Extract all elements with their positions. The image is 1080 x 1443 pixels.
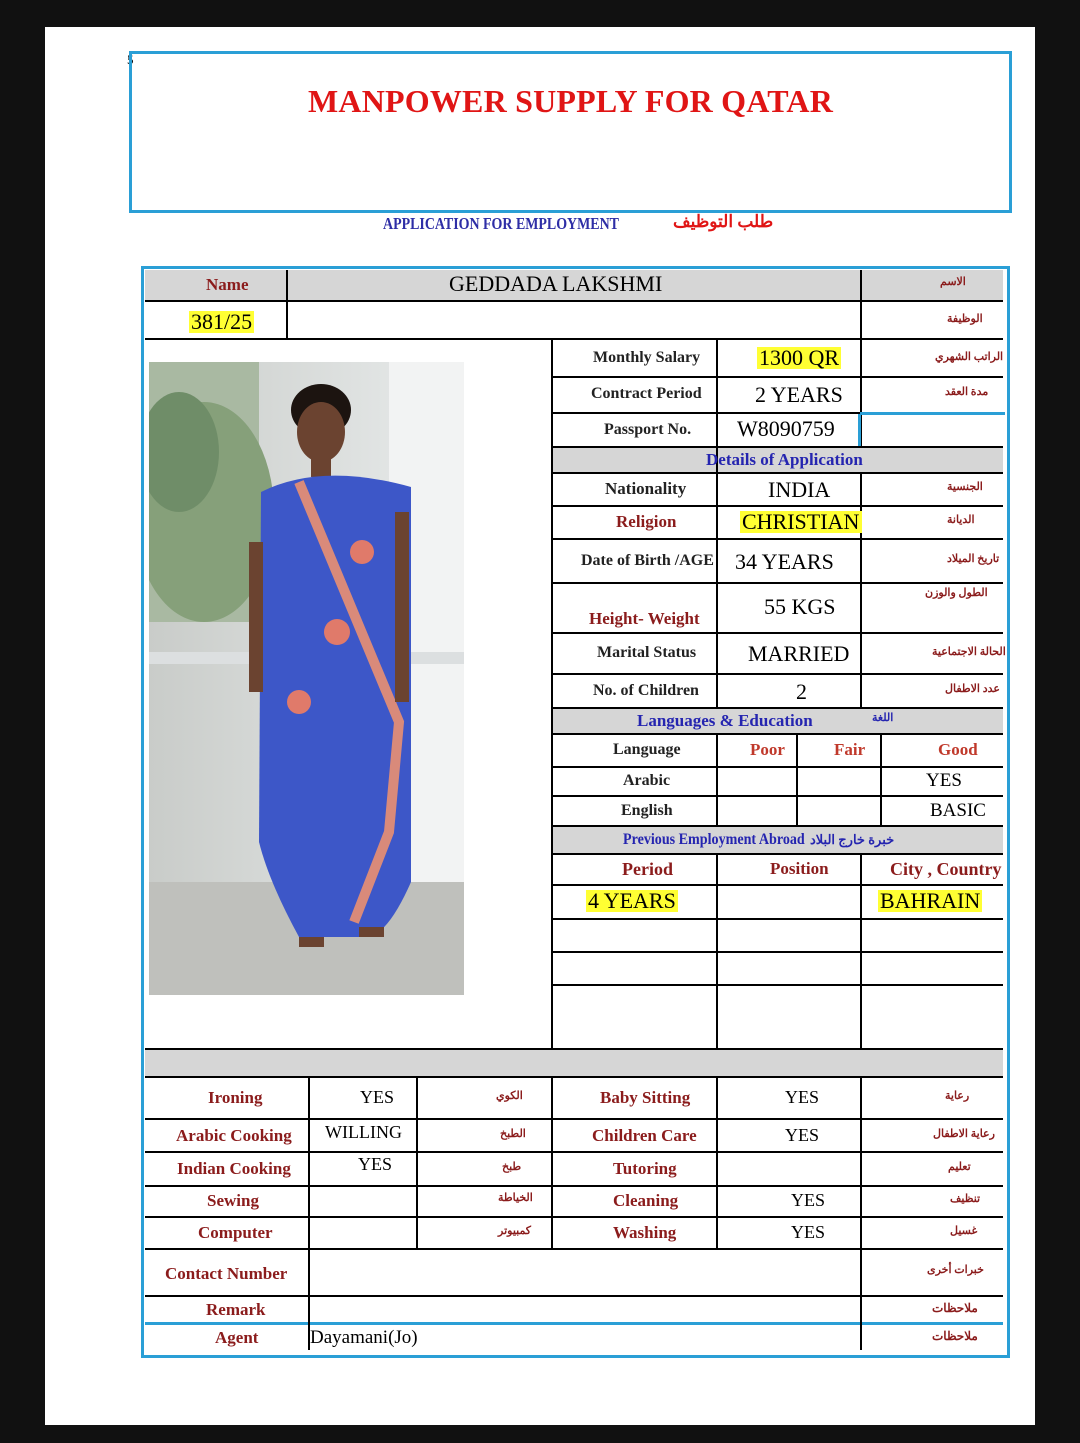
good-header: Good — [938, 740, 978, 759]
divider — [860, 412, 1005, 415]
divider — [553, 918, 1003, 920]
skill-value: YES — [360, 1087, 395, 1107]
arabic-good-value: YES — [926, 770, 962, 791]
marital-status-arabic: الحالة الاجتماعية — [932, 646, 1006, 658]
divider — [553, 951, 1003, 953]
skill-arabic: الطبخ — [500, 1128, 526, 1140]
skill-value: YES — [785, 1125, 820, 1145]
monthly-salary-arabic: الراتب الشهري — [935, 351, 1004, 363]
religion-arabic: الديانة — [947, 514, 975, 526]
divider — [145, 1076, 1003, 1078]
agent-label: Agent — [215, 1328, 259, 1347]
divider — [553, 795, 1003, 797]
divider — [145, 1295, 1003, 1297]
contact-arabic: خبرات أخرى — [927, 1264, 984, 1276]
skill-arabic: رعاية الاطفال — [933, 1128, 995, 1140]
skill-label: Cleaning — [613, 1191, 679, 1210]
applicant-photo — [149, 362, 464, 995]
nationality-value: INDIA — [768, 477, 831, 502]
monthly-salary-label: Monthly Salary — [593, 349, 701, 366]
divider — [145, 1048, 1003, 1050]
remark-arabic: ملاحظات — [932, 1301, 978, 1315]
remark-label: Remark — [206, 1300, 266, 1319]
language-header: Language — [613, 741, 681, 758]
divider — [145, 338, 1003, 340]
employment-section-title: Previous Employment Abroad — [623, 831, 805, 848]
contract-period-value: 2 YEARS — [755, 382, 843, 407]
divider — [145, 1216, 1003, 1218]
religion-value: CHRISTIAN — [740, 511, 862, 533]
divider — [553, 412, 860, 414]
skills-section-shade — [145, 1050, 1003, 1076]
reference-label-arabic: الوظيفة — [947, 313, 983, 325]
divider — [145, 1118, 1003, 1120]
dob-age-label: Date of Birth /AGE — [581, 552, 714, 569]
divider — [860, 1076, 862, 1350]
applicant-name: GEDDADA LAKSHMI — [449, 271, 663, 296]
application-title: APPLICATION FOR EMPLOYMENT — [383, 214, 619, 233]
height-weight-label: Height- Weight — [589, 609, 700, 628]
divider — [553, 538, 1003, 540]
divider — [716, 735, 718, 827]
monthly-salary-value: 1300 QR — [759, 345, 840, 370]
height-weight-value: 55 KGS — [764, 594, 836, 619]
skill-arabic: تنظيف — [950, 1193, 981, 1205]
children-value: 2 — [796, 679, 807, 704]
skill-label: Indian Cooking — [177, 1159, 291, 1178]
divider — [553, 984, 1003, 986]
divider — [553, 505, 1003, 507]
divider — [553, 733, 1003, 735]
divider — [553, 472, 1003, 474]
language-arabic-label: Arabic — [623, 772, 671, 789]
divider — [716, 853, 718, 1049]
skill-arabic: الخياطة — [498, 1192, 533, 1204]
divider — [551, 1076, 553, 1248]
language-english-label: English — [621, 802, 673, 819]
divider — [553, 707, 1003, 709]
skill-arabic: كمبيوتر — [498, 1225, 532, 1237]
divider — [145, 300, 1003, 302]
skill-value: YES — [791, 1222, 826, 1242]
divider — [553, 632, 1003, 634]
skill-label: Tutoring — [613, 1159, 677, 1178]
dob-age-value: 34 YEARS — [735, 549, 834, 574]
position-header: Position — [770, 859, 829, 878]
nationality-label: Nationality — [605, 479, 687, 498]
country-header: City , Country — [890, 859, 1002, 879]
name-label-arabic: الاسم — [940, 276, 966, 288]
skill-arabic: غسيل — [950, 1225, 978, 1237]
skill-value: WILLING — [325, 1122, 402, 1142]
divider — [716, 339, 718, 709]
divider — [145, 1248, 1003, 1250]
reference-number: 381/25 — [191, 309, 253, 334]
divider — [553, 673, 1003, 675]
divider — [860, 853, 862, 1049]
skill-arabic: رعاية — [945, 1090, 970, 1102]
skill-label: Washing — [613, 1223, 677, 1242]
contract-period-arabic: مدة العقد — [945, 386, 989, 398]
details-section-title: Details of Application — [706, 450, 863, 469]
divider — [553, 582, 1003, 584]
skill-label: Computer — [198, 1223, 273, 1242]
divider — [860, 270, 862, 340]
marital-status-label: Marital Status — [597, 644, 697, 661]
skill-label: Arabic Cooking — [176, 1126, 292, 1145]
divider — [553, 884, 1003, 886]
divider — [308, 1076, 310, 1350]
employment-period-value: 4 YEARS — [588, 888, 676, 913]
divider — [553, 825, 1003, 827]
languages-section-title: Languages & Education — [637, 711, 813, 730]
divider — [553, 853, 1003, 855]
skill-label: Sewing — [207, 1191, 259, 1210]
skill-value: YES — [785, 1087, 820, 1107]
divider — [553, 766, 1003, 768]
divider — [145, 1185, 1003, 1187]
skill-arabic: طبخ — [502, 1161, 522, 1173]
fair-header: Fair — [834, 740, 866, 759]
application-title-arabic: طلب التوظيف — [673, 212, 774, 231]
marital-status-value: MARRIED — [748, 641, 850, 666]
children-arabic: عدد الاطفال — [945, 683, 1000, 695]
divider — [145, 1151, 1003, 1153]
poor-header: Poor — [750, 740, 785, 759]
divider — [145, 1322, 1003, 1325]
period-header: Period — [622, 859, 673, 879]
nationality-arabic: الجنسية — [947, 481, 983, 493]
photo-illustration — [149, 362, 464, 995]
religion-label: Religion — [616, 512, 677, 531]
page-marker: 5 — [127, 52, 134, 67]
agent-value: Dayamani(Jo) — [310, 1327, 418, 1348]
languages-section-arabic: اللغة — [872, 712, 894, 724]
divider — [880, 735, 882, 827]
skill-label: Baby Sitting — [600, 1088, 691, 1107]
passport-label: Passport No. — [604, 421, 692, 438]
skill-label: Children Care — [592, 1126, 697, 1145]
passport-value: W8090759 — [737, 416, 835, 441]
children-label: No. of Children — [593, 682, 699, 699]
dob-arabic: تاريخ الميلاد — [947, 553, 1000, 565]
divider — [553, 446, 1003, 448]
main-title: MANPOWER SUPPLY FOR QATAR — [308, 83, 833, 119]
divider — [716, 1076, 718, 1248]
divider — [286, 270, 288, 340]
name-label: Name — [206, 275, 249, 294]
height-weight-arabic: الطول والوزن — [925, 587, 988, 599]
header-box — [129, 51, 1012, 213]
divider — [553, 376, 1003, 378]
skill-label: Ironing — [208, 1088, 263, 1107]
divider — [858, 414, 861, 446]
skill-arabic: الكوي — [496, 1090, 523, 1102]
contact-number-label: Contact Number — [165, 1264, 288, 1283]
english-good-value: BASIC — [930, 800, 986, 821]
agent-arabic: ملاحظات — [932, 1329, 978, 1343]
skill-value: YES — [358, 1154, 393, 1174]
divider — [416, 1076, 418, 1248]
employment-country-value: BAHRAIN — [880, 888, 981, 913]
employment-section-arabic: خبرة خارج البلاد — [810, 832, 895, 847]
skill-value: YES — [791, 1190, 826, 1210]
divider — [796, 735, 798, 827]
contract-period-label: Contract Period — [591, 385, 702, 402]
skill-arabic: تعليم — [948, 1161, 971, 1173]
